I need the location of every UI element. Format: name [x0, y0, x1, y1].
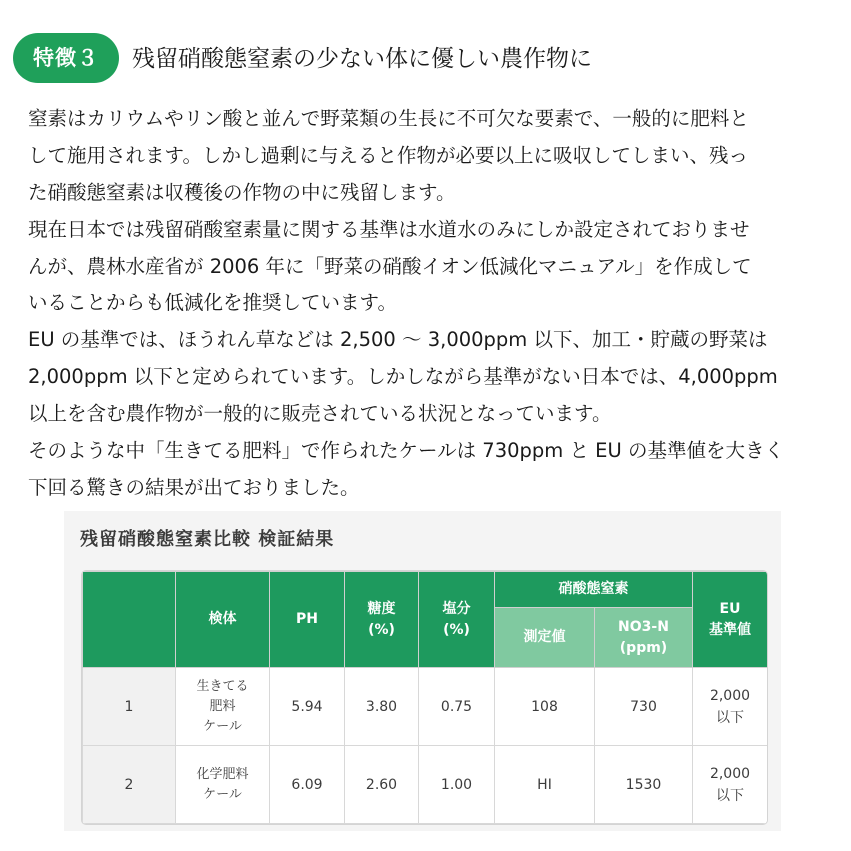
- header-sugar-line1: 糖度: [367, 600, 396, 617]
- salt-value: 0.75: [419, 668, 495, 746]
- panel-title: 残留硝酸態窒素比較 検証結果: [80, 529, 335, 550]
- body-paragraph: [28, 101, 830, 507]
- header-ph: PH: [270, 572, 345, 668]
- body-line: そのような中「生きてる肥料」で作られたケールは 730ppm と EU の基準値を大きく: [28, 439, 784, 463]
- eu-standard: [693, 746, 768, 824]
- no3-value: 730: [595, 668, 693, 746]
- header-eu-line2: 基準値: [709, 621, 751, 638]
- row-number: 1: [83, 668, 176, 746]
- header-no3-line2: (ppm): [619, 639, 668, 656]
- eu-standard-line: 以下: [716, 709, 744, 726]
- sample-name: [176, 668, 270, 746]
- salt-value: 1.00: [419, 746, 495, 824]
- body-line: た硝酸態窒素は収穫後の作物の中に残留します。: [28, 180, 456, 204]
- eu-standard-line: 2,000: [709, 765, 751, 782]
- body-line: いることからも低減化を推奨しています。: [28, 291, 397, 315]
- header-no3: [595, 608, 693, 668]
- row-number: 2: [83, 746, 176, 824]
- results-table-wrapper: [81, 570, 768, 825]
- header-sugar-line2: (%): [368, 621, 395, 638]
- table-row: [83, 668, 768, 746]
- results-table: [82, 571, 768, 824]
- header-measured: 測定値: [495, 608, 595, 668]
- body-line: して施用されます。しかし過剰に与えると作物が必要以上に吸収してしまい、残っ: [28, 143, 748, 167]
- body-line: 以上を含む農作物が一般的に販売されている状況となっています。: [28, 402, 612, 426]
- measured-value: HI: [495, 746, 595, 824]
- header-sugar: [345, 572, 419, 668]
- sample-name-line: ケール: [203, 786, 242, 802]
- header-blank: [83, 572, 176, 668]
- header-no3-line1: NO3-N: [618, 618, 669, 635]
- sample-name-line: 肥料: [209, 698, 236, 714]
- body-line: 2,000ppm 以下と定められています。しかしながら基準がない日本では、4,000ppm: [28, 365, 778, 389]
- header-salt-line1: 塩分: [442, 600, 471, 617]
- table-row: [83, 746, 768, 824]
- header-salt: [419, 572, 495, 668]
- body-line: 下回る驚きの結果が出ておりました。: [28, 475, 360, 499]
- ph-value: 6.09: [270, 746, 345, 824]
- eu-standard: [693, 668, 768, 746]
- header-eu: [693, 572, 768, 668]
- sugar-value: 3.80: [345, 668, 419, 746]
- ph-value: 5.94: [270, 668, 345, 746]
- feature-badge: 特徴３: [13, 33, 119, 83]
- no3-value: 1530: [595, 746, 693, 824]
- sample-name-line: 化学肥料: [196, 766, 249, 782]
- body-line: 現在日本では残留硝酸窒素量に関する基準は水道水のみにしか設定されておりませ: [28, 217, 750, 241]
- body-line: んが、農林水産省が 2006 年に「野菜の硝酸イオン低減化マニュアル」を作成して: [28, 254, 752, 278]
- sample-name-line: 生きてる: [196, 678, 249, 694]
- body-line: EU の基準では、ほうれん草などは 2,500 ～ 3,000ppm 以下、加工・貯蔵の野菜は: [28, 328, 768, 352]
- section-title: 残留硝酸態窒素の少ない体に優しい農作物に: [132, 46, 592, 72]
- eu-standard-line: 以下: [716, 787, 744, 804]
- body-line: 窒素はカリウムやリン酸と並んで野菜類の生長に不可欠な要素で、一般的に肥料と: [28, 107, 749, 130]
- header-eu-line1: EU: [719, 600, 741, 617]
- measured-value: 108: [495, 668, 595, 746]
- sample-name-line: ケール: [203, 718, 242, 734]
- header-salt-line2: (%): [443, 621, 470, 638]
- header-nitrate-group: 硝酸態窒素: [495, 572, 693, 608]
- eu-standard-line: 2,000: [709, 687, 751, 704]
- sample-name: [176, 746, 270, 824]
- section-header: [13, 33, 843, 83]
- sugar-value: 2.60: [345, 746, 419, 824]
- results-panel: [64, 511, 781, 831]
- header-sample: 検体: [176, 572, 270, 668]
